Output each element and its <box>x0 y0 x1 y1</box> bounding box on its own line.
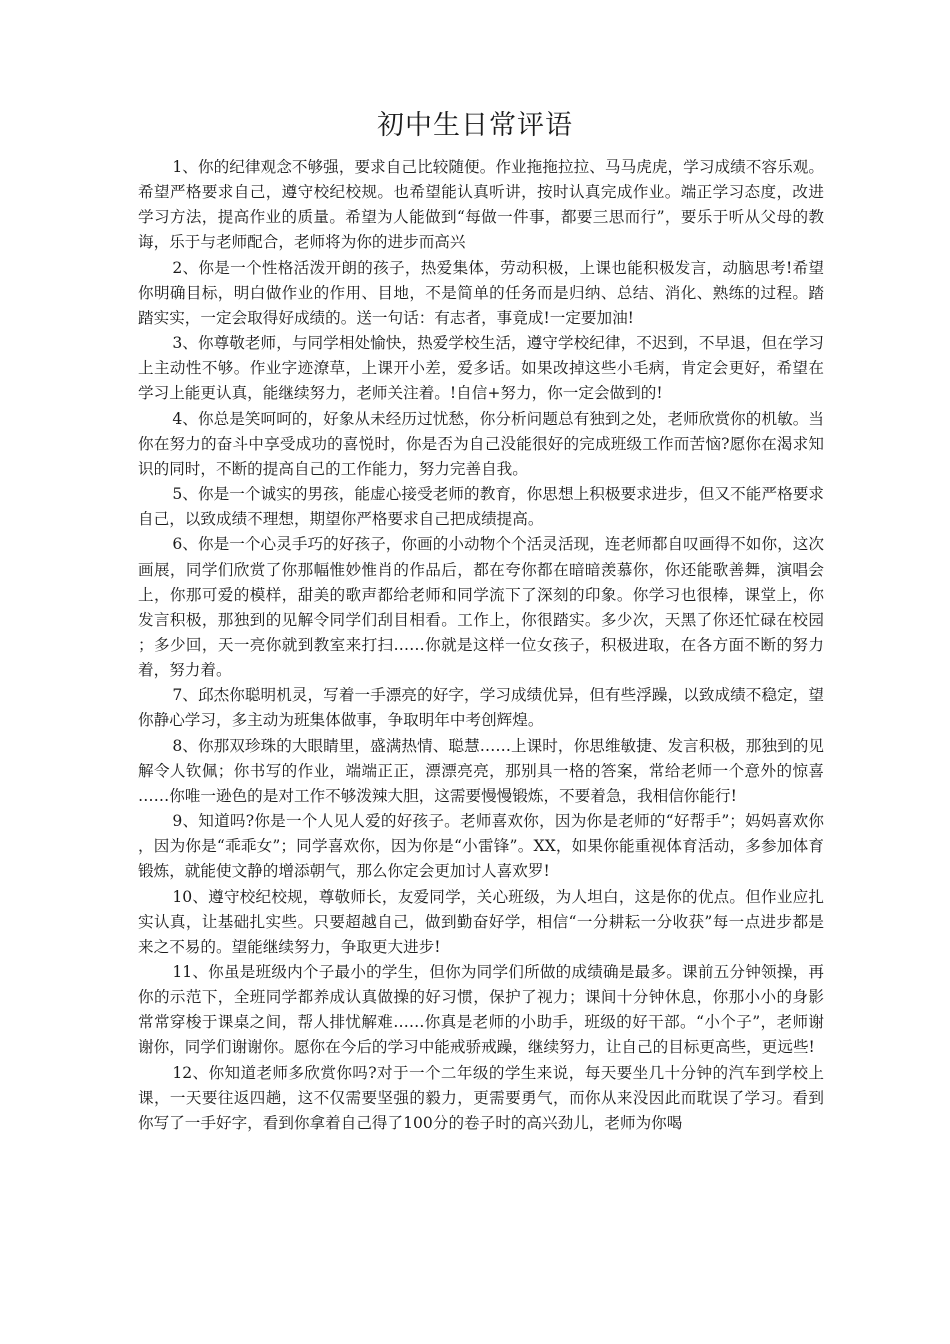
paragraph-4: 4、你总是笑呵呵的，好象从未经历过忧愁，你分析问题总有独到之处，老师欣赏你的机敏。当你在努力的奋斗中享受成功的喜悦时，你是否为自己没能很好的完成班级工作而苦恼?愿你在渴求知识的同时，不断的提高自己的工作能力，努力完善自我。 <box>138 409 824 478</box>
paragraph-10: 10、遵守校纪校规，尊敬师长，友爱同学，关心班级，为人坦白，这是你的优点。但作业应扎实认真，让基础扎实些。只要超越自己，做到勤奋好学，相信“一分耕耘一分收获”每一点进步都是来之不易的。望能继续努力，争取更大进步! <box>138 887 824 956</box>
paragraph-3: 3、你尊敬老师，与同学相处愉快，热爱学校生活，遵守学校纪律，不迟到，不早退，但在学习上主动性不够。作业字迹潦草，上课开小差，爱多话。如果改掉这些小毛病，肯定会更好，希望在学习上能更认真，能继续努力，老师关注着。!自信+努力，你一定会做到的! <box>138 334 824 403</box>
paragraph-12: 12、你知道老师多欣赏你吗?对于一个二年级的学生来说，每天要坐几十分钟的汽车到学校上课，一天要往返四趟，这不仅需要坚强的毅力，更需要勇气，而你从来没因此而耽误了学习。看到你写了一手好字，看到你拿着自己得了100分的卷子时的高兴劲儿，老师为你喝 <box>138 1063 824 1132</box>
paragraph-1: 1、你的纪律观念不够强，要求自己比较随便。作业拖拖拉拉、马马虎虎，学习成绩不容乐观。希望严格要求自己，遵守校纪校规。也希望能认真听讲，按时认真完成作业。端正学习态度，改进学习方法，提高作业的质量。希望为人能做到“每做一件事，都要三思而行”，要乐于听从父母的教诲，乐于与老师配合，老师将为你的进步而高兴 <box>138 158 824 252</box>
paragraph-6: 6、你是一个心灵手巧的好孩子，你画的小动物个个活灵活现，连老师都自叹画得不如你，这次画展，同学们欣赏了你那幅惟妙惟肖的作品后，都在夸你都在暗暗羡慕你，你还能歌善舞，演唱会上，你那可爱的模样，甜美的歌声都给老师和同学流下了深刻的印象。你学习也很棒，课堂上，你发言积极，那独到的见解令同学们刮目相看。工作上，你很踏实。多少次，天黑了你还忙碌在校园；多少回，天一亮你就到教室来打扫……你就是这样一位女孩子，积极进取，在各方面不断的努力着，努力着。 <box>138 535 824 680</box>
paragraph-2: 2、你是一个性格活泼开朗的孩子，热爱集体，劳动积极，上课也能积极发言，动脑思考!希望你明确目标，明白做作业的作用、目地，不是简单的任务而是归纳、总结、消化、熟练的过程。踏踏实实，一定会取得好成绩的。送一句话：有志者，事竟成!一定要加油! <box>138 258 824 327</box>
paragraph-7: 7、邱杰你聪明机灵，写着一手漂亮的好字，学习成绩优异，但有些浮躁，以致成绩不稳定，望你静心学习，多主动为班集体做事，争取明年中考创辉煌。 <box>138 686 824 730</box>
paragraph-9: 9、知道吗?你是一个人见人爱的好孩子。老师喜欢你，因为你是老师的“好帮手”；妈妈喜欢你，因为你是“乖乖女”；同学喜欢你，因为你是“小雷锋”。XX，如果你能重视体育活动，多参加体育锻炼，就能使文静的增添朝气，那么你定会更加讨人喜欢罗! <box>138 812 824 881</box>
document-body <box>138 155 824 1136</box>
page-title: 初中生日常评语 <box>377 110 573 141</box>
paragraph-8: 8、你那双珍珠的大眼睛里，盛满热情、聪慧……上课时，你思维敏捷、发言积极，那独到的见解令人钦佩；你书写的作业，端端正正，漂漂亮亮，那别具一格的答案，常给老师一个意外的惊喜……你唯一逊色的是对工作不够泼辣大胆，这需要慢慢锻炼，不要着急，我相信你能行! <box>138 736 824 805</box>
paragraph-5: 5、你是一个诚实的男孩，能虚心接受老师的教育，你思想上积极要求进步，但又不能严格要求自己，以致成绩不理想，期望你严格要求自己把成绩提高。 <box>138 485 824 529</box>
paragraph-11: 11、你虽是班级内个子最小的学生，但你为同学们所做的成绩确是最多。课前五分钟领操，再你的示范下，全班同学都养成认真做操的好习惯，保护了视力；课间十分钟休息，你那小小的身影常常穿梭于课桌之间，帮人排忧解难……你真是老师的小助手，班级的好干部。“小个子”，老师谢谢你，同学们谢谢你。愿你在今后的学习中能戒骄戒躁，继续努力，让自己的目标更高些，更远些! <box>138 963 824 1057</box>
